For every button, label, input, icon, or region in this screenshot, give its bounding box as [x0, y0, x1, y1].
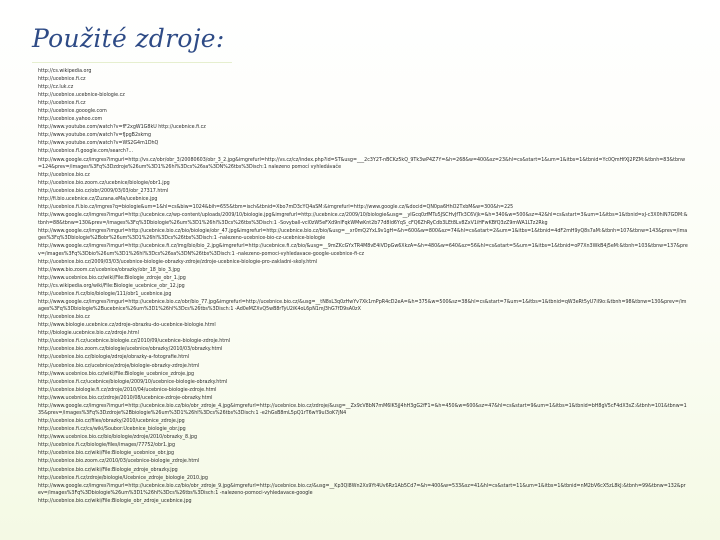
reference-link[interactable]: http://ucebnice.bio.cz/ucebnice/zdroje/biologie-obrazky-zdroje.html: [38, 363, 200, 369]
reference-link[interactable]: http://ucebnice.bio.cz: [38, 172, 90, 178]
reference-list: [38, 68, 688, 534]
reference-link[interactable]: http://www.youtube.com/watch?v=fF2xgW1G8kU http://ucebnice.fi.cz: [38, 125, 206, 131]
reference-link[interactable]: http://biologie.ucebnice.bio.cz/zdroje.html: [38, 331, 139, 337]
reference-link[interactable]: http://www.google.cz/imgres?imgurl=http://ucebnice.bio.cz/obr/bio_77.jpg&imgrefurl=http://ucebnice.bio.cz/&usg=__tN8sL3q0zHwYv7Xk1mPpR4cD2eA=&h=375&w=500&sz=38&hl=cs&start=7&um=1&itbs=1&tbnid=qW3eRt5yU7iI9o:&tbnh=98&tbnw=130&prev=/images%3Fq%3Dbiologie%2Bucebnice%26um%3D1%26hl%3Dcs%26tbs%3Disch:1 -Ad0eMZXvQ5wB8rTyU2iK4oL6pN1mJ3hG7fD9sA0zX: [38, 299, 687, 313]
reference-link[interactable]: http://ucebnice.fi.cz: [38, 77, 86, 83]
reference-link[interactable]: http://www.bio.zoom.cz/ucebnice/obrazky/obr_18_bio_3.jpg: [38, 267, 180, 273]
reference-link[interactable]: http://ucebnice.fi.cz/zdroje/biologie/Ucebnice_zdroje_biologie_2010.jpg: [38, 475, 208, 481]
reference-link[interactable]: http://www.google.cz/imgres?imgurl=http://ucebnice.cz/wp-content/uploads/2009/10/biologie.jpg&imgrefurl=http://ucebnice.cz/2009/10/biologie&usg=__ylGcq0zfMTu5JSCHvJfTk3C6Vjk=&h=340&w=500&sz=42&hl=cs&start=3&um=1&itbs=1&tbnid=xJ-c3X0hlN7GDM:&tbnh=88&tbnw=130&prev=/images%3Fq%3Dbiologie%26um%3D1%26hl%3Dcs%26tbs%3Disch:1 -Sovyball-vcl0zW5eFXd9nIFqkWMwKnt2b77d8ld6YqS_cFQ6ZhRyCdb3LEt8Lv8ZxV1iHFwKBfQ3zZ9mWA1LTz2Rkg: [38, 213, 688, 226]
reference-link[interactable]: http://cs.wikipedia.org/wiki/File:Biologie_ucebnice_obr_12.jpg: [38, 283, 185, 289]
reference-link[interactable]: http://cz.luk.cz: [38, 85, 74, 91]
reference-link[interactable]: http://www.google.cz/imgres?imgurl=http://ucebnice.bio.cz/bio/obr_zdroje_4.jpg&imgrefurl=http://ucebnice.bio.cz/zdroje/&usg=__Zx9cV8bN7mM6lK5jJ4hH3gG2fF1=&h=450&w=600&sz=47&hl=cs&start=9&um=1&itbs=1&tbnid=bH8gV5cF4dX3sZ:&tbnh=101&tbnw=135&prev=/images%3Fq%3Dzdroje%2Bbiologie%26um%3D1%26hl%3Dcs%26tbs%3Disch:1 -e2hGsB8mL5pQ1rT6wY9uI3oK7jN4: [38, 403, 687, 417]
reference-link[interactable]: http://cs.wikipedia.org: [38, 69, 92, 74]
reference-link[interactable]: http://ucebnice.bio.zoom.cz/2010/03/ucebnice-biologie_zdroje.html: [38, 459, 200, 465]
reference-link[interactable]: http://fi.bio.ucebnice.cz/Zuzana.eMa/ucebnice.jpg: [38, 197, 158, 203]
reference-link[interactable]: http://ucebnice.bio.cz/wiki/File:Biologie_zdroje_obrazky.jpg: [38, 467, 178, 473]
reference-link[interactable]: http://ucebnice.fi.bio.cz/imgres?q=biologie&um=1&hl=cs&biw=1024&bih=655&tbm=isch&tbnid=Xbo7mD3cYQ4aSM:&imgrefurl=http://www.google.cz/&docid=QN0pa6HhO2TxbM&w=300&h=225: [38, 205, 514, 211]
reference-link[interactable]: http://ucebnice.fi.cz/biologie/files/images/77752/obr1.jpg: [38, 443, 176, 449]
reference-link[interactable]: http://www.ucebnice.bio.cz/zdroje/2010/08/ucebnice-zdroje-obrazky.html: [38, 395, 213, 401]
reference-link[interactable]: http://www.ucebnice.bio.cz/wiki/File:Biologie_ucebnice_zdroje.jpg: [38, 371, 195, 377]
reference-link[interactable]: http://ucebnice.fi.cz/cs/wiki/Soubor:Ucebnice_biologie_obr.jpg: [38, 427, 186, 433]
reference-link[interactable]: http://ucebnice.bio.cz/files/obrazky/2010/ucebnice_zdroje.jpg: [38, 419, 185, 425]
reference-link[interactable]: http://ucebnice.bio.zoom.cz/biologie/ucebnice/obrazky/2010/03/obrazky.html: [38, 347, 223, 353]
reference-link[interactable]: http://ucebnice.fi.cz/ucebnice/biologie/2009/10/ucebnice-biologie-obrazky.html: [38, 379, 228, 385]
slide-title: Použité zdroje:: [32, 24, 225, 53]
reference-link[interactable]: http://www.ucebnice.bio.cz/wiki/File:Biologie_zdroje_obr_1.jpg: [38, 275, 186, 281]
reference-link[interactable]: http://ucebnice.fl.google.com/search?...: [38, 149, 134, 155]
reference-link[interactable]: http://ucebnice.bio.zoom.cz/ucebnice/biologie/obr1.jpg: [38, 181, 170, 187]
title-underline: [32, 62, 232, 63]
reference-link[interactable]: http://ucebnice.gooogle.com: [38, 109, 107, 115]
reference-link[interactable]: http://www.google.cz/imgres?imgurl=http://ucebnice.fi.cz/img/bio/bio_2.jpg&imgrefurl=http://ucebnice.fi.cz/bio/&usg=__9mZKcGYxTR4M8vE4iVDpGw6XkzA=&h=480&w=640&sz=56&hl=cs&start=5&um=1&itbs=1&tbnid=oP7Xn3WkB4j5eM:&tbnh=103&tbnw=137&prev=/images%3Fq%3Dbio%26um%3D1%26hl%3Dcs%26sa%3DN%26tbs%3Disch:1 -nalezeno-pomoci-vyhledavace-google-ucebnice-fi-cz: [38, 244, 688, 257]
reference-link[interactable]: http://ucebnice.bio.cz/wiki/File:Biologie_ucebnice_obr.jpg: [38, 451, 175, 457]
reference-link[interactable]: http://ucebnice.biologie.fi.cz/zdroje/2010/04/ucebnice-biologie-zdroje.html: [38, 387, 217, 393]
reference-link[interactable]: http://www.youtube.com/watch?v=fJpgB2skmg: [38, 133, 152, 139]
reference-link[interactable]: http://ucebnice.fi.cz/ucebnice.biologie.cz/2010/09/ucebnice-biologie-zdroje.html: [38, 339, 231, 345]
reference-link[interactable]: http://ucebnice.yahoo.com: [38, 117, 103, 123]
reference-link[interactable]: http://www.ucebnice.bio.cz/bio/biologie/zdroje/2010/obrazky_8.jpg: [38, 435, 198, 441]
reference-link[interactable]: http://www.biologie.ucebnice.cz/zdroje-obrazku-do-ucebnice-biologie.html: [38, 323, 216, 329]
reference-link[interactable]: http://ucebnice.bio.cz/2009/03/03/ucebnice-biologie-obrazky-zdroje/zdroje-ucebnice-biologie-pro-zakladni-skoly.html: [38, 259, 318, 265]
reference-link[interactable]: http://www.youtube.com/watch?v=WS2G4m1DhQ: [38, 141, 159, 147]
reference-link[interactable]: http://www.google.cz/imgres?imgurl=http://ucebnice.bio.cz/bio/obr_zdroje_9.jpg&imgrefurl=http://ucebnice.bio.cz/&usg=__Kp3Ql8Wn2Xs9Yt4Uv6Rz1Ab5Cd7=&h=400&w=533&sz=41&hl=cs&start=11&um=1&itbs=1&tbnid=nM2bV6cX5zL8kJ:&tbnh=99&tbnw=132&prev=/images%3Fq%3Dbiologie%26um%3D1%26hl%3Dcs%26tbs%3Disch:1 -nalezeno-pomoci-vyhledavace-google: [38, 483, 686, 496]
reference-link[interactable]: http://www.google.cz/imgres?imgurl=http://vs.cz/obr/obr_3/20080603/obr_3_2.jpg&imgrefurl=http://vs.cz/cz/index.php?id=ST&usg=___2c3Y2T-nBCKz5kQ_9Tk3wP4Z7Y=&h=268&w=400&sz=23&hl=cs&start=1&um=1&itbs=1&tbnid=Yc0QmHfXJ2PZM:&tbnh=83&tbnw=124&prev=/images%3Fq%3Dzdroje%26um%3D1%26hl%3Dcs%26sa%3DN%26tbs%3Disch:1 nalezeno pomocí vyhledávače: [38, 157, 686, 170]
reference-link[interactable]: http://ucebnice.bio.cz: [38, 315, 90, 321]
reference-link[interactable]: http://ucebnice.fi.cz: [38, 101, 86, 107]
reference-link[interactable]: http://ucebnice.bio.cz/obr/2009/03/03/obr_27317.html: [38, 189, 169, 195]
reference-link[interactable]: http://ucebnice.fi.cz/bio/biologie/111/obr1_ucebnice.jpg: [38, 291, 172, 297]
reference-link[interactable]: http://ucebnice.bio.cz/biologie/zdroje/obrazky-a-fotografie.html: [38, 355, 190, 361]
reference-link[interactable]: http://www.google.cz/imgres?imgurl=http://ucebnice.bio.cz/bio/biologie/obr_47.jpg&imgrefurl=http://ucebnice.bio.cz/bio/&usg=__xr0mQ2YxL9v1gH=&h=600&w=800&sz=74&hl=cs&start=2&um=1&itbs=1&tbnid=4dF2mH9yQ8s7aM:&tbnh=107&tbnw=143&prev=/images%3Fq%3Dbiologie%2Bobr%26um%3D1%26hl%3Dcs%26tbs%3Disch:1 -nalezeno-ucebnice-bio-cz-ucebnice-biologie: [38, 228, 688, 242]
reference-link[interactable]: http://ucebnice.ucebnice-biologie.cz: [38, 93, 125, 99]
reference-link[interactable]: http://ucebnice.bio.cz/wiki/File:Biologie_obr_zdroje_ucebnice.jpg: [38, 499, 192, 505]
